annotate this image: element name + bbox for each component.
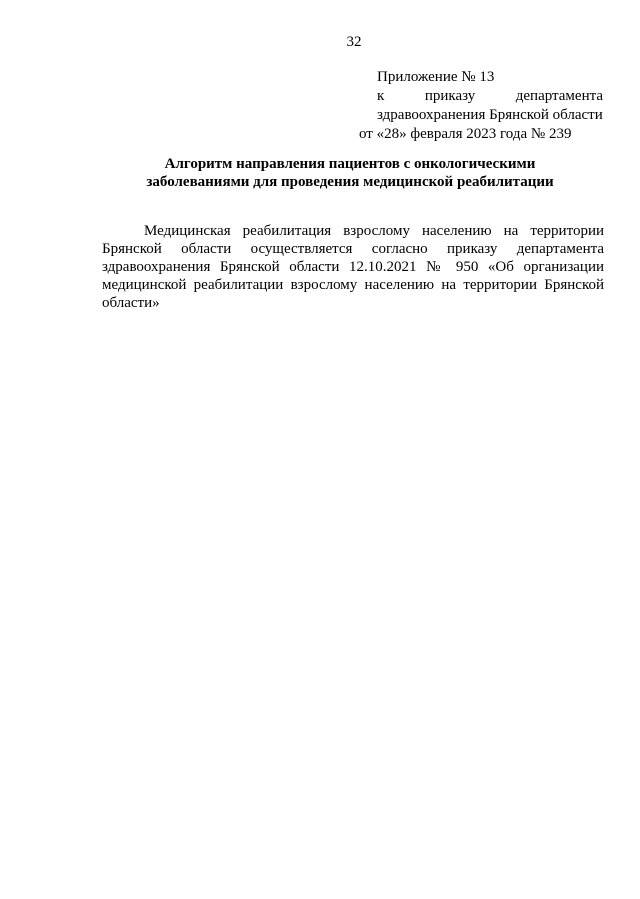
appendix-number: Приложение № 13 — [377, 69, 495, 85]
appendix-order-word-prikazu: приказу — [424, 88, 476, 104]
appendix-order-line — [377, 87, 603, 106]
document-title — [100, 155, 600, 191]
appendix-order-word-k: к — [377, 88, 385, 104]
document-title-line-2: заболеваниями для проведения медицинской реабилитации — [146, 174, 554, 190]
appendix-block — [359, 68, 603, 144]
body-paragraph: Медицинская реабилитация взрослому населению на территории Брянской области осуществляется согласно приказу департамента здравоохранения Брянской области 12.10.2021 № 950 «Об организации медицинской реабилитации взрослому населению на территории Брянской области» — [102, 223, 604, 311]
page-number: 32 — [346, 34, 362, 50]
document-title-line-1: Алгоритм направления пациентов с онкологическими — [164, 156, 536, 172]
appendix-order-word-departamenta: департамента — [515, 88, 603, 104]
appendix-department: здравоохранения Брянской области — [377, 107, 603, 123]
appendix-date: от «28» февраля 2023 года № 239 — [359, 126, 572, 142]
